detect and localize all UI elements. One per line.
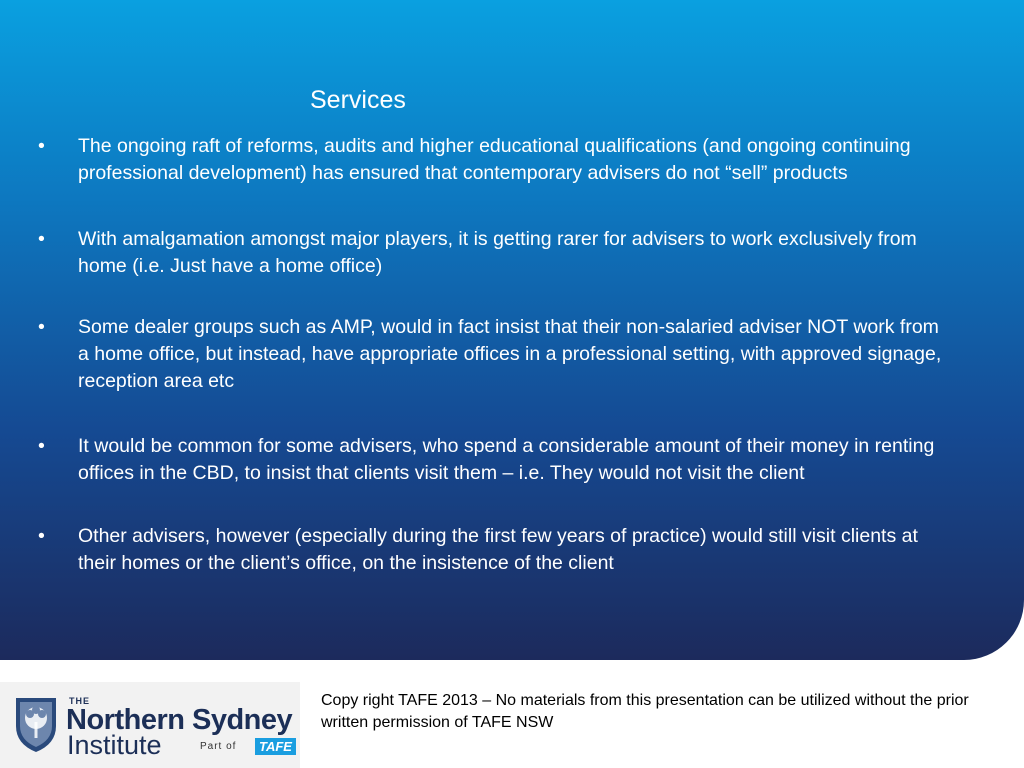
slide-title: Services	[310, 86, 406, 114]
logo-the: THE	[69, 696, 90, 706]
bullet-marker: •	[38, 525, 45, 547]
tree-shield-icon	[12, 694, 60, 754]
bullet-text: Other advisers, however (especially during the first few years of practice) would still visit clients at their homes or the client’s office, on the insistence of the client	[78, 525, 918, 574]
bullet-marker: •	[38, 228, 45, 250]
bullet-text: The ongoing raft of reforms, audits and higher educational qualifications (and ongoing continuing professional development) has ensured that contemporary advisers do not “sell” products	[78, 135, 911, 184]
bullet-text: Some dealer groups such as AMP, would in fact insist that their non-salaried adviser NOT work from a home office, but instead, have appropriate offices in a professional setting, with approved signage, reception area etc	[78, 316, 942, 392]
bullet-marker: •	[38, 316, 45, 338]
logo-institute: Institute	[67, 730, 162, 760]
logo-northern-sydney: Northern Sydney	[66, 704, 293, 736]
tafe-logo-badge: TAFE	[255, 738, 296, 755]
institute-logo	[0, 682, 300, 768]
bullet-text: It would be common for some advisers, who spend a considerable amount of their money in renting offices in the CBD, to insist that clients visit them – i.e. They would not visit the client	[78, 435, 935, 484]
bullet-marker: •	[38, 135, 45, 157]
copyright-notice: Copy right TAFE 2013 – No materials from this presentation can be utilized without the prior written permission of TAFE NSW	[321, 692, 969, 731]
bullet-text: With amalgamation amongst major players, it is getting rarer for advisers to work exclusively from home (i.e. Just have a home office)	[78, 228, 917, 277]
bullet-marker: •	[38, 435, 45, 457]
logo-part-of: Part of	[200, 741, 237, 752]
